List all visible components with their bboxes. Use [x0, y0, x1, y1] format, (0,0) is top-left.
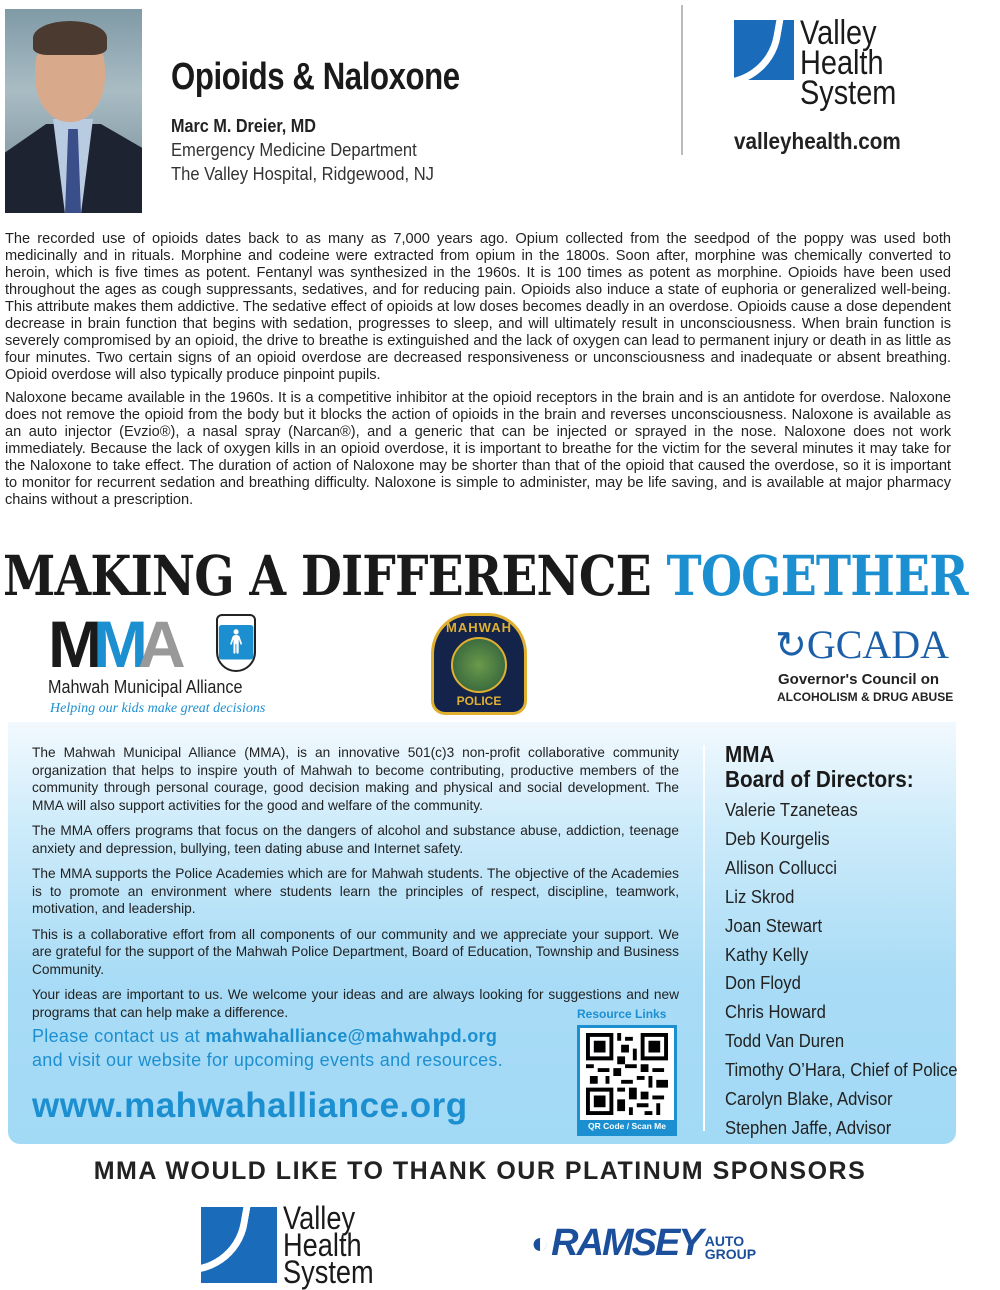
mma-logo: MMA 🚹︎ — [48, 607, 258, 681]
gcada-swirl-icon: ↻ — [775, 625, 807, 667]
board-members-list — [725, 796, 958, 1143]
list-item: Valerie Tzaneteas — [725, 799, 858, 820]
valley-health-logo: Valley Health System — [734, 18, 913, 108]
list-item: Allison Collucci — [725, 856, 837, 878]
valley-logo-mark-icon — [734, 20, 794, 80]
list-item: Joan Stewart — [725, 914, 823, 936]
divider — [681, 5, 683, 155]
banner-heading: MAKING A DIFFERENCE TOGETHER — [3, 543, 968, 608]
paragraph: The recorded use of opioids dates back to as many as 7,000 years ago. Opium collected from the seedpod of the poppy was used both medicinally and in rituals. Morphine and codeine were extracted from opium in the 1800s. Soon after, morphine was chemically converted to heroin, which is five times as potent. Fentanyl was synthesized in the 1960s. It is 100 times as potent as morphine. Opioids have been used throughout the ages as cough suppressants, sedatives, and for reducing pain. Opioids also induce a state of euphoria or generalized well-being. This attribute makes them addictive. The sedative effect of opioids at low doses becomes deadly in an overdose. Opioids cause a dose dependent decrease in brain function that begins with sedation, progresses to sleep, and will ultimately result in unconsciousness. When brain function is severely compromised by an opioid, the drive to breathe is extinguished and the lack of oxygen can lead to permanent injury or death in as little as four minutes. Two certain signs of an opioid overdose are decreased responsiveness or unconsciousness and inadequate or absent breathing. Opioid overdose will also typically produce pinpoint pupils. — [5, 231, 951, 383]
list-item: Kathy Kelly — [725, 943, 809, 965]
author-hospital: The Valley Hospital, Ridgewood, NJ — [171, 164, 434, 184]
valley-health-sponsor-logo: Valley Health System — [201, 1205, 390, 1286]
list-item: Deb Kourgelis — [725, 827, 830, 849]
mma-tagline: Helping our kids make great decisions — [50, 701, 266, 716]
list-item: Don Floyd — [725, 972, 801, 994]
list-item: Timothy O’Hara, Chief of Police — [725, 1059, 958, 1081]
state-seal-icon — [451, 637, 507, 693]
board-heading: MMA Board of Directors: — [725, 741, 914, 792]
page-title: Opioids & Naloxone — [171, 56, 460, 98]
person-shield-icon: 🚹︎ — [216, 614, 256, 672]
contact-info: Please contact us at mahwahalliance@mahwahpd.org and visit our website for upcoming events and resources. — [32, 1026, 504, 1070]
resource-links-label: Resource Links — [577, 1007, 667, 1021]
website-link[interactable]: www.mahwahalliance.org — [32, 1086, 468, 1125]
author-name: Marc M. Dreier, MD — [171, 116, 316, 136]
list-item: Chris Howard — [725, 1001, 826, 1023]
valley-health-url[interactable]: valleyhealth.com — [734, 128, 901, 154]
gcada-line1: Governor's Council on — [778, 671, 940, 688]
qr-code-icon — [586, 1033, 668, 1115]
gcada-logo: ↻GCADA — [775, 622, 950, 667]
author-department: Emergency Medicine Department — [171, 140, 417, 160]
author-photo — [5, 9, 142, 213]
mahwah-police-badge: MAHWAH POLICE — [431, 613, 527, 715]
ramsey-auto-group-logo: ◐ RAMSEY AUTO GROUP — [531, 1222, 757, 1264]
paragraph: Naloxone became available in the 1960s. It is a competitive inhibitor at the opioid receptors in the brain and is an antidote for overdose. Naloxone does not remove the opioid from the body but it blocks the action of opioids in the brain and reverses unconsciousness. Naloxone is available as an auto injector (Evzio®), a nasal spray (Narcan®), and a generic that can be injected or sprayed in the nose. Naloxone does not work immediately. Because the lack of oxygen kills in an opioid overdose, it is important to breathe for the victim for the several minutes it may take for the Naloxone to take effect. The duration of action of Naloxone may be shorter than that of the opioid that caused the overdose, so it is important to monitor for recurrent sedation and breathing difficulty. Naloxone is simple to administer, may be life saving, and is available at major pharmacy chains without a prescription. — [5, 390, 951, 508]
email-link[interactable]: mahwahalliance@mahwahpd.org — [205, 1026, 498, 1046]
qr-code[interactable]: QR Code / Scan Me — [577, 1025, 677, 1136]
article-body — [5, 231, 951, 515]
sponsors-heading: MMA WOULD LIKE TO THANK OUR PLATINUM SPONSORS — [93, 1157, 867, 1185]
valley-logo-mark-icon — [201, 1207, 277, 1283]
list-item: Stephen Jaffe, Advisor — [725, 1116, 892, 1138]
list-item: Carolyn Blake, Advisor — [725, 1088, 893, 1110]
mma-description: The Mahwah Municipal Alliance (MMA), is an innovative 501(c)3 non-profit collaborative community organization that helps to inspire youth of Mahwah to become contributing, productive members of the community through personal courage, good decision making and physical and social development. The MMA will also support activities for the good and welfare of the community. The MMA offers programs that focus on the dangers of alcohol and substance abuse, addiction, teenage anxiety and depression, bullying, teen dating abuse and Internet safety. The MMA supports the Police Academies which are for Mahwah students. The objective of the Academies is to promote an environment where students learn the principles of respect, discipline, teamwork, motivation, and leadership. This is a collaborative effort from all components of our community and we appreciate your support. We are grateful for the support of the Mahwah Police Department, Board of Education, Township and Business Community. Your ideas are important to us. We welcome your ideas and are always looking for suggestions and new programs that can help make a difference. — [32, 745, 679, 1020]
list-item: Todd Van Duren — [725, 1030, 845, 1052]
ramsey-swoosh-icon: ◐ — [531, 1227, 550, 1260]
column-divider — [703, 745, 705, 1131]
gcada-line2: ALCOHOLISM & DRUG ABUSE — [777, 690, 954, 704]
list-item: Liz Skrod — [725, 885, 795, 907]
mma-name: Mahwah Municipal Alliance — [48, 677, 243, 697]
